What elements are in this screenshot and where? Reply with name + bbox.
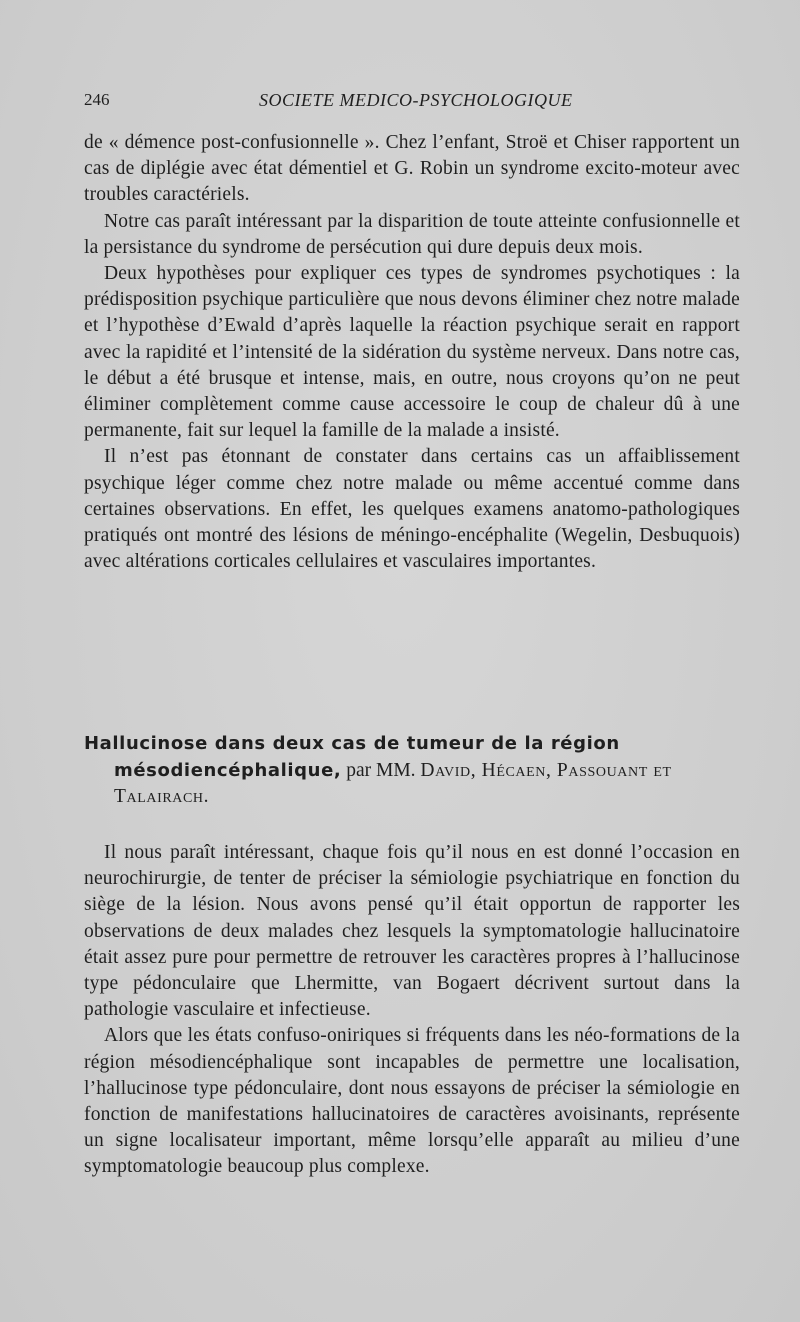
article-title-line-2: mésodiencéphalique, — [114, 759, 342, 781]
paragraph: Il nous paraît intéressant, chaque fois qu’il nous en est donné l’occasion en neurochirurgie, de tenter de préciser la sémiologie psychiatrique en fonction du siège de la lésion. Nous avons pensé qu’il était opportun de rapporter les observations de deux malades chez lesquels la symptomatologie hallucinatoire était assez pure pour permettre de retrouver les caractères propres à l’hallucinose type pédonculaire que Lhermitte, van Bogaert décrivent surtout dans la pathologie vasculaire et infectieuse. — [84, 842, 740, 1021]
article-heading-line-2 — [84, 758, 744, 785]
article-heading — [84, 731, 744, 811]
article-authors: David, Hécaen, Passouant et — [420, 759, 672, 781]
paragraph: Alors que les états confuso-oniriques si fréquents dans les néo-formations de la région mésodiencéphalique sont incapables de permettre une localisation, l’hallucinose type pédonculaire, dont nous essayons de préciser la sémiologie en fonction de manifestations hallucinatoires de caractères avoisinants, représente un signe localisateur important, même lorsqu’elle apparaît au milieu d’une symptomatologie beaucoup plus complexe. — [84, 1025, 740, 1178]
article-by: par MM. — [341, 759, 421, 781]
section-2-text — [84, 840, 740, 1181]
article-title-line-1: Hallucinose dans deux cas de tumeur de la région — [84, 733, 620, 754]
page-header — [84, 90, 744, 120]
paragraph: Notre cas paraît intéressant par la disparition de toute atteinte confusionnelle et la persistance du syndrome de persécution qui dure depuis deux mois. — [84, 210, 740, 258]
paragraph-continuation: de « démence post-confusionnelle ». Chez l’enfant, Stroë et Chiser rapportent un cas de diplégie avec état démentiel et G. Robin un syndrome excito-moteur avec troubles caractériels. — [84, 132, 740, 206]
article-authors-line-2: Talairach. — [114, 786, 210, 807]
paragraph: Deux hypothèses pour expliquer ces types de syndromes psychotiques : la prédisposition psychique particulière que nous devons éliminer chez notre malade et l’hypothèse d’Ewald d’après laquelle la réaction psychique serait en rapport avec la rapidité et l’intensité de la sidération du système nerveux. Dans notre cas, le début a été brusque et intense, mais, en outre, nous croyons qu’on ne peut éliminer complètement comme cause accessoire le coup de chaleur dû à une permanente, fait sur lequel la famille de la malade a insisté. — [84, 263, 740, 442]
section-1-text — [84, 130, 740, 575]
paragraph: Il n’est pas étonnant de constater dans certains cas un affaiblissement psychique léger comme chez notre malade ou même accentué comme dans certaines observations. En effet, les quelques examens anatomo-pathologiques pratiqués ont montré des lésions de méningo-encéphalite (Wegelin, Desbuquois) avec altérations corticales cellulaires et vasculaires importantes. — [84, 446, 740, 573]
page-number: 246 — [84, 90, 110, 109]
running-title: SOCIETE MEDICO-PSYCHOLOGIQUE — [259, 90, 573, 110]
